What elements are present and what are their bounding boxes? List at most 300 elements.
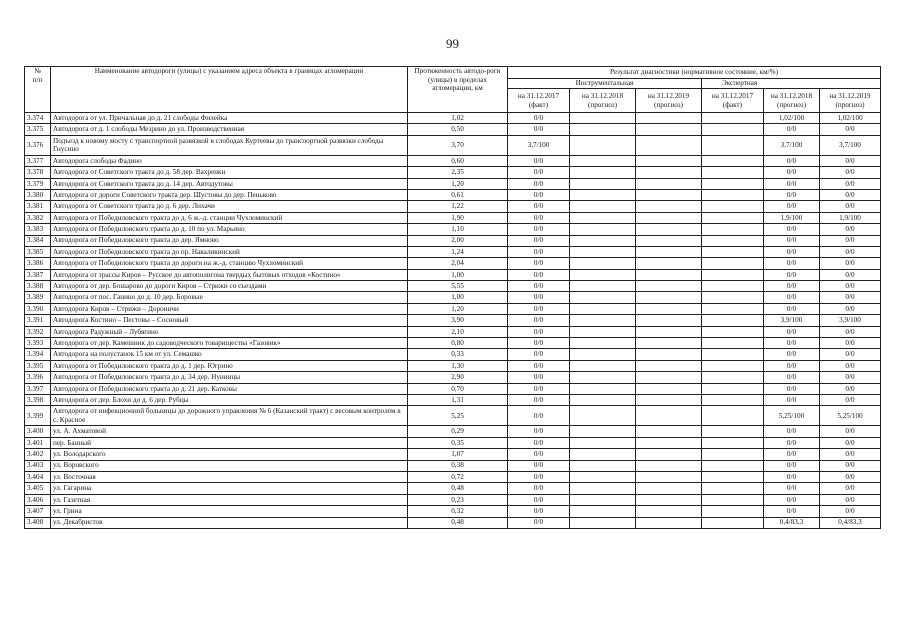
header-date: на 31.12.2018 (прогноз) xyxy=(570,89,636,113)
diagnostic-value: 0/0 xyxy=(820,437,881,448)
table-row xyxy=(25,506,881,517)
diagnostic-value xyxy=(570,224,636,235)
row-number: 3.389 xyxy=(25,292,51,303)
row-number: 3.388 xyxy=(25,281,51,292)
header-result: Результат диагностики (нормативное состояние, км/%) xyxy=(508,67,881,79)
diagnostic-value xyxy=(702,224,764,235)
diagnostic-value: 0/0 xyxy=(820,449,881,460)
diagnostic-value: 0/0 xyxy=(508,406,570,426)
diagnostic-value xyxy=(636,494,702,505)
table-row xyxy=(25,155,881,166)
diagnostic-value: 0/0 xyxy=(764,281,820,292)
road-name: Автодорога от дер. Бошарово до дороги Киров – Стрижи со съездами xyxy=(51,281,408,292)
header-date: на 31.12.2019 (прогноз) xyxy=(820,89,881,113)
road-length: 0,48 xyxy=(408,517,508,528)
row-number: 3.393 xyxy=(25,338,51,349)
diagnostic-value xyxy=(702,338,764,349)
diagnostic-value xyxy=(702,506,764,517)
diagnostic-value: 0/0 xyxy=(820,124,881,135)
diagnostic-value: 0/0 xyxy=(508,258,570,269)
page-number: 99 xyxy=(446,36,459,51)
diagnostic-value: 0/0 xyxy=(508,178,570,189)
diagnostic-value xyxy=(570,360,636,371)
diagnostic-value: 0/0 xyxy=(508,224,570,235)
diagnostic-value: 0/0 xyxy=(508,483,570,494)
row-number: 3.403 xyxy=(25,460,51,471)
diagnostic-value xyxy=(702,471,764,482)
diagnostic-value xyxy=(570,506,636,517)
table-row xyxy=(25,201,881,212)
diagnostic-value: 0/0 xyxy=(820,394,881,405)
road-name: ул. Грина xyxy=(51,506,408,517)
road-length: 0,35 xyxy=(408,437,508,448)
header-date: на 31.12.2018 (прогноз) xyxy=(764,89,820,113)
diagnostic-value: 0/0 xyxy=(764,372,820,383)
table-row xyxy=(25,246,881,257)
row-number: 3.396 xyxy=(25,372,51,383)
row-number: 3.376 xyxy=(25,135,51,155)
diagnostic-value: 0/0 xyxy=(820,258,881,269)
diagnostic-value xyxy=(702,189,764,200)
diagnostic-value xyxy=(636,178,702,189)
diagnostic-value xyxy=(702,201,764,212)
road-name: Автодорога слободы Фадино xyxy=(51,155,408,166)
diagnostic-value xyxy=(570,483,636,494)
diagnostic-value xyxy=(702,406,764,426)
diagnostic-value xyxy=(636,201,702,212)
diagnostic-value xyxy=(636,360,702,371)
row-number: 3.395 xyxy=(25,360,51,371)
header-date: на 31.12.2019 (прогноз) xyxy=(636,89,702,113)
diagnostic-value: 0/0 xyxy=(764,155,820,166)
road-length: 1,07 xyxy=(408,449,508,460)
diagnostic-value xyxy=(702,178,764,189)
row-number: 3.408 xyxy=(25,517,51,528)
diagnostic-value xyxy=(702,246,764,257)
diagnostic-value: 0/0 xyxy=(820,460,881,471)
diagnostic-value: 0/0 xyxy=(508,155,570,166)
diagnostic-value: 0/0 xyxy=(820,155,881,166)
row-number: 3.407 xyxy=(25,506,51,517)
diagnostic-value: 0/0 xyxy=(764,494,820,505)
road-name: ул. Газетная xyxy=(51,494,408,505)
row-number: 3.398 xyxy=(25,394,51,405)
diagnostic-value: 0/0 xyxy=(508,124,570,135)
diagnostic-value xyxy=(636,246,702,257)
table-row xyxy=(25,135,881,155)
road-length: 5,25 xyxy=(408,406,508,426)
table-row xyxy=(25,394,881,405)
diagnostic-value xyxy=(702,155,764,166)
road-name: Автодорога от Советского тракта до д. 14 дер. Автодутовы xyxy=(51,178,408,189)
header-expert: Экспертная xyxy=(702,79,881,89)
table-row xyxy=(25,360,881,371)
diagnostic-value xyxy=(570,315,636,326)
table-row xyxy=(25,315,881,326)
row-number: 3.383 xyxy=(25,224,51,235)
diagnostic-value: 0/0 xyxy=(508,372,570,383)
diagnostic-value xyxy=(636,212,702,223)
diagnostic-value xyxy=(702,303,764,314)
diagnostic-value xyxy=(570,449,636,460)
diagnostic-value xyxy=(636,349,702,360)
diagnostic-value xyxy=(570,235,636,246)
diagnostic-value xyxy=(570,258,636,269)
diagnostic-value: 0/0 xyxy=(508,360,570,371)
diagnostic-value xyxy=(570,394,636,405)
diagnostic-value: 0/0 xyxy=(820,189,881,200)
road-name: Автодорога от д. 1 слободы Мезрино до ул. Производственная xyxy=(51,124,408,135)
diagnostic-value: 0/0 xyxy=(764,383,820,394)
diagnostic-value: 0/0 xyxy=(508,189,570,200)
diagnostic-value: 0/0 xyxy=(508,349,570,360)
diagnostic-value: 0/0 xyxy=(508,303,570,314)
diagnostic-value xyxy=(570,437,636,448)
road-name: Автодорога от ул. Причальная до д. 21 слободы Филейка xyxy=(51,113,408,124)
diagnostic-value: 0/0 xyxy=(764,124,820,135)
diagnostic-value xyxy=(570,281,636,292)
diagnostic-value: 0/0 xyxy=(764,449,820,460)
diagnostic-value: 1,9/100 xyxy=(764,212,820,223)
header-date: на 31.12.2017 (факт) xyxy=(508,89,570,113)
diagnostic-value: 0/0 xyxy=(764,178,820,189)
diagnostic-value: 0/0 xyxy=(508,326,570,337)
diagnostic-value: 0/0 xyxy=(764,292,820,303)
table-row xyxy=(25,124,881,135)
diagnostic-value: 0/0 xyxy=(820,349,881,360)
table-row xyxy=(25,426,881,437)
diagnostic-value xyxy=(570,349,636,360)
diagnostic-value xyxy=(636,406,702,426)
road-length: 2,04 xyxy=(408,258,508,269)
diagnostic-value: 0/0 xyxy=(764,460,820,471)
diagnostic-value xyxy=(570,167,636,178)
diagnostic-value xyxy=(702,372,764,383)
table-row xyxy=(25,349,881,360)
diagnostic-value: 0/0 xyxy=(508,167,570,178)
diagnostic-value xyxy=(636,167,702,178)
row-number: 3.390 xyxy=(25,303,51,314)
diagnostic-value: 1,02/100 xyxy=(820,113,881,124)
road-length: 0,38 xyxy=(408,460,508,471)
diagnostic-value xyxy=(702,326,764,337)
diagnostic-value: 0/0 xyxy=(820,201,881,212)
header-num: № п/п xyxy=(25,67,51,113)
diagnostic-value: 5,25/100 xyxy=(820,406,881,426)
diagnostic-value xyxy=(570,326,636,337)
diagnostic-value xyxy=(636,303,702,314)
row-number: 3.405 xyxy=(25,483,51,494)
road-length: 0,29 xyxy=(408,426,508,437)
road-name: ул. Декабристов xyxy=(51,517,408,528)
road-length: 1,30 xyxy=(408,360,508,371)
row-number: 3.391 xyxy=(25,315,51,326)
diagnostic-value xyxy=(636,449,702,460)
row-number: 3.382 xyxy=(25,212,51,223)
road-name: Автодорога от Советского тракта до д. 6 дер. Лихачи xyxy=(51,201,408,212)
diagnostic-value xyxy=(570,517,636,528)
diagnostic-value xyxy=(570,471,636,482)
road-name: ул. Воровского xyxy=(51,460,408,471)
row-number: 3.386 xyxy=(25,258,51,269)
diagnostic-value xyxy=(570,135,636,155)
diagnostic-value xyxy=(702,315,764,326)
diagnostic-value xyxy=(636,483,702,494)
road-length: 2,00 xyxy=(408,235,508,246)
diagnostic-value: 0/0 xyxy=(764,235,820,246)
road-name: Автодорога от Советского тракта до д. 58 дер. Вахренки xyxy=(51,167,408,178)
road-name: ул. Гагарина xyxy=(51,483,408,494)
diagnostic-value xyxy=(702,281,764,292)
road-length: 0,60 xyxy=(408,155,508,166)
diagnostic-value xyxy=(702,437,764,448)
diagnostic-value xyxy=(570,372,636,383)
diagnostic-value xyxy=(636,292,702,303)
road-name: Автодорога от Победиловского тракта до д. 1 дер. Югрино xyxy=(51,360,408,371)
row-number: 3.397 xyxy=(25,383,51,394)
diagnostic-value xyxy=(570,269,636,280)
table-row xyxy=(25,212,881,223)
diagnostic-value: 0/0 xyxy=(764,349,820,360)
diagnostic-value xyxy=(636,135,702,155)
diagnostic-value: 0/0 xyxy=(508,246,570,257)
road-length: 3,70 xyxy=(408,135,508,155)
diagnostic-value xyxy=(570,124,636,135)
diagnostic-value xyxy=(702,349,764,360)
diagnostic-value: 0/0 xyxy=(820,281,881,292)
diagnostic-value xyxy=(636,315,702,326)
diagnostic-value: 0/0 xyxy=(508,517,570,528)
diagnostic-value xyxy=(636,281,702,292)
diagnostic-value xyxy=(636,517,702,528)
row-number: 3.394 xyxy=(25,349,51,360)
row-number: 3.381 xyxy=(25,201,51,212)
road-name: ул. Восточная xyxy=(51,471,408,482)
table-row xyxy=(25,235,881,246)
diagnostic-value: 0/0 xyxy=(508,212,570,223)
road-length: 0,72 xyxy=(408,471,508,482)
row-number: 3.378 xyxy=(25,167,51,178)
diagnostic-value: 1,02/100 xyxy=(764,113,820,124)
diagnostic-value: 0/0 xyxy=(508,460,570,471)
diagnostic-value xyxy=(636,338,702,349)
road-name: Автодорога от Победиловского тракта до дороги на ж.-д. станцию Чухломинский xyxy=(51,258,408,269)
diagnostic-value: 0/0 xyxy=(508,426,570,437)
diagnostic-value: 0/0 xyxy=(820,360,881,371)
diagnostic-value xyxy=(636,426,702,437)
diagnostic-value xyxy=(636,372,702,383)
diagnostic-value: 0/0 xyxy=(764,360,820,371)
diagnostic-value: 0/0 xyxy=(820,292,881,303)
diagnostic-value xyxy=(636,460,702,471)
diagnostic-value xyxy=(702,135,764,155)
road-name: Автодорога от Победиловского тракта до д. 21 дер. Катковы xyxy=(51,383,408,394)
table-row xyxy=(25,449,881,460)
row-number: 3.399 xyxy=(25,406,51,426)
diagnostic-value: 0/0 xyxy=(820,372,881,383)
row-number: 3.400 xyxy=(25,426,51,437)
diagnostic-value xyxy=(702,360,764,371)
road-length: 2,10 xyxy=(408,326,508,337)
diagnostic-value: 0/0 xyxy=(820,167,881,178)
diagnostic-value: 0/0 xyxy=(820,178,881,189)
diagnostic-value xyxy=(570,189,636,200)
diagnostic-value xyxy=(570,460,636,471)
diagnostic-value: 5,25/100 xyxy=(764,406,820,426)
row-number: 3.392 xyxy=(25,326,51,337)
diagnostic-value xyxy=(636,155,702,166)
road-name: пер. Банный xyxy=(51,437,408,448)
row-number: 3.374 xyxy=(25,113,51,124)
table-row xyxy=(25,483,881,494)
road-length: 0,48 xyxy=(408,483,508,494)
diagnostic-value xyxy=(570,494,636,505)
road-name: Автодорога на полустанок 15 км от ул. Семашко xyxy=(51,349,408,360)
road-length: 1,90 xyxy=(408,212,508,223)
diagnostic-value: 0/0 xyxy=(508,201,570,212)
diagnostic-value: 3,7/100 xyxy=(508,135,570,155)
diagnostic-value: 0/0 xyxy=(820,269,881,280)
table-row xyxy=(25,167,881,178)
diagnostic-value xyxy=(702,113,764,124)
diagnostic-value: 0/0 xyxy=(764,471,820,482)
diagnostic-value xyxy=(636,383,702,394)
road-name: Автодорога от дер. Блохи до д. 6 дер. Рубцы xyxy=(51,394,408,405)
road-name: Автодорога Костино – Пестовы – Сосновый xyxy=(51,315,408,326)
road-length: 3,90 xyxy=(408,315,508,326)
diagnostic-value: 0/0 xyxy=(508,449,570,460)
road-length: 0,80 xyxy=(408,338,508,349)
diagnostic-value xyxy=(636,269,702,280)
table-row xyxy=(25,471,881,482)
diagnostic-value xyxy=(570,338,636,349)
row-number: 3.384 xyxy=(25,235,51,246)
table-row xyxy=(25,326,881,337)
diagnostic-value: 0/0 xyxy=(508,281,570,292)
diagnostic-value: 0/0 xyxy=(764,224,820,235)
diagnostic-value xyxy=(570,426,636,437)
diagnostic-value: 0/0 xyxy=(508,113,570,124)
diagnostic-value: 0/0 xyxy=(764,506,820,517)
road-length: 2,90 xyxy=(408,372,508,383)
diagnostic-value: 0/0 xyxy=(764,167,820,178)
diagnostic-value xyxy=(636,235,702,246)
diagnostic-value xyxy=(702,483,764,494)
diagnostic-value: 0/0 xyxy=(764,426,820,437)
diagnostic-value xyxy=(702,235,764,246)
road-name: Автодорога от Победиловского тракта до д. 34 дер. Нунинцы xyxy=(51,372,408,383)
row-number: 3.387 xyxy=(25,269,51,280)
road-name: ул. А. Ахматовой xyxy=(51,426,408,437)
table-row xyxy=(25,460,881,471)
diagnostic-value: 0/0 xyxy=(508,471,570,482)
road-diagnostics-table xyxy=(24,66,881,529)
diagnostic-value xyxy=(570,178,636,189)
diagnostic-value: 0/0 xyxy=(508,315,570,326)
table-row xyxy=(25,372,881,383)
table-row xyxy=(25,224,881,235)
diagnostic-value: 0/0 xyxy=(508,269,570,280)
table-row xyxy=(25,437,881,448)
road-length: 1,31 xyxy=(408,394,508,405)
table-row xyxy=(25,281,881,292)
diagnostic-value xyxy=(702,517,764,528)
diagnostic-value xyxy=(570,383,636,394)
diagnostic-value xyxy=(570,113,636,124)
row-number: 3.385 xyxy=(25,246,51,257)
diagnostic-value xyxy=(702,292,764,303)
road-name: Автодорога Киров – Стрижи – Дороничи xyxy=(51,303,408,314)
header-date: на 31.12.2017 (факт) xyxy=(702,89,764,113)
diagnostic-value: 0/0 xyxy=(764,258,820,269)
diagnostic-value: 3,9/100 xyxy=(764,315,820,326)
table-row xyxy=(25,303,881,314)
road-length: 2,35 xyxy=(408,167,508,178)
road-name: Подъезд к новому мосту с транспортной развязкой в слободах Куртеевы до транспортной развязки слободы Гнусино xyxy=(51,135,408,155)
table-row xyxy=(25,258,881,269)
diagnostic-value: 0/0 xyxy=(508,437,570,448)
diagnostic-value: 0/0 xyxy=(764,394,820,405)
diagnostic-value: 0/0 xyxy=(764,269,820,280)
diagnostic-value xyxy=(570,303,636,314)
diagnostic-value xyxy=(636,394,702,405)
diagnostic-value: 0/0 xyxy=(820,383,881,394)
diagnostic-value: 0/0 xyxy=(764,326,820,337)
header-name: Наименование автодороги (улицы) с указанием адреса объекта в границах агломерации xyxy=(51,67,408,113)
road-length: 1,02 xyxy=(408,113,508,124)
diagnostic-value: 0/0 xyxy=(508,235,570,246)
road-name: Автодорога от инфекционной больницы до дорожного управления № 6 (Казанский тракт) с весовым контролем в с. Красное xyxy=(51,406,408,426)
diagnostic-value: 0/0 xyxy=(820,338,881,349)
diagnostic-value xyxy=(570,212,636,223)
diagnostic-value: 1,9/100 xyxy=(820,212,881,223)
row-number: 3.377 xyxy=(25,155,51,166)
diagnostic-value xyxy=(636,471,702,482)
road-length: 1,20 xyxy=(408,303,508,314)
diagnostic-value: 3,7/100 xyxy=(820,135,881,155)
diagnostic-value: 0/0 xyxy=(764,483,820,494)
road-length: 1,00 xyxy=(408,292,508,303)
road-length: 1,22 xyxy=(408,201,508,212)
diagnostic-value: 3,7/100 xyxy=(764,135,820,155)
diagnostic-value: 0/0 xyxy=(508,494,570,505)
diagnostic-value: 0/0 xyxy=(820,246,881,257)
row-number: 3.406 xyxy=(25,494,51,505)
diagnostic-value xyxy=(636,113,702,124)
road-length: 0,70 xyxy=(408,383,508,394)
diagnostic-value: 0/0 xyxy=(508,394,570,405)
row-number: 3.375 xyxy=(25,124,51,135)
road-name: ул. Володарского xyxy=(51,449,408,460)
diagnostic-value: 0/0 xyxy=(820,483,881,494)
table-header xyxy=(25,67,881,113)
diagnostic-value xyxy=(570,246,636,257)
diagnostic-value: 0/0 xyxy=(820,224,881,235)
header-instrumental: Инструментальная xyxy=(508,79,702,89)
diagnostic-value xyxy=(702,494,764,505)
diagnostic-value: 0,4/83,3 xyxy=(764,517,820,528)
diagnostic-value xyxy=(702,269,764,280)
diagnostic-value xyxy=(702,167,764,178)
road-name: Автодорога от дер. Камешник до садоводческого товарищества «Газовик» xyxy=(51,338,408,349)
diagnostic-value xyxy=(636,189,702,200)
diagnostic-value: 0/0 xyxy=(508,383,570,394)
diagnostic-value: 0/0 xyxy=(820,426,881,437)
diagnostic-value: 0/0 xyxy=(508,338,570,349)
table-row xyxy=(25,494,881,505)
road-name: Автодорога от Победиловского тракта до д. 6 ж.-д. станции Чухломинский xyxy=(51,212,408,223)
diagnostic-value: 0/0 xyxy=(764,201,820,212)
